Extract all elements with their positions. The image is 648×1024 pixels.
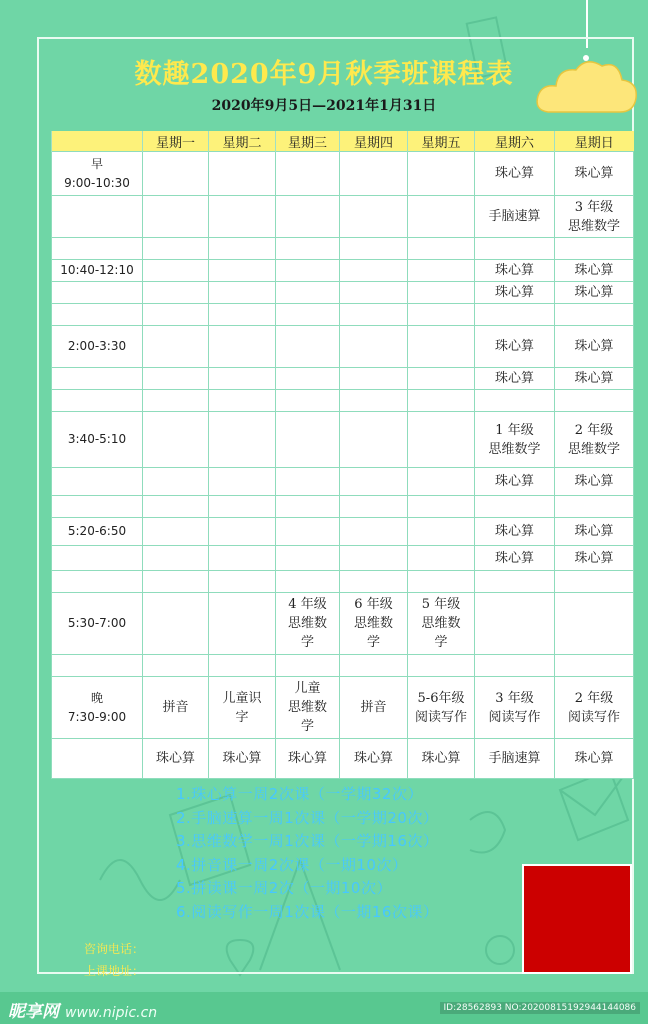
header-cell: 星期五 [408, 131, 475, 152]
time-cell [52, 546, 143, 571]
time-cell [52, 655, 143, 677]
time-cell [52, 739, 143, 779]
time-cell: 10:40-12:10 [52, 260, 143, 282]
course-cell [340, 468, 408, 496]
table-row [52, 260, 634, 282]
course-cell [143, 368, 209, 390]
course-cell: 4 年级 思维数 学 [276, 593, 340, 655]
time-cell [52, 282, 143, 304]
course-cell: 珠心算 [555, 260, 634, 282]
course-cell [209, 412, 276, 468]
course-cell [340, 368, 408, 390]
course-cell [209, 304, 276, 326]
course-cell [143, 196, 209, 238]
course-cell [143, 546, 209, 571]
course-cell [340, 496, 408, 518]
course-cell: 珠心算 [143, 739, 209, 779]
course-cell [209, 496, 276, 518]
course-cell [276, 468, 340, 496]
qr-code-placeholder [522, 864, 632, 974]
header-cell: 星期日 [555, 131, 634, 152]
course-cell [143, 496, 209, 518]
course-cell [276, 304, 340, 326]
course-cell: 珠心算 [340, 739, 408, 779]
table-row [52, 518, 634, 546]
course-cell [408, 412, 475, 468]
course-cell [209, 326, 276, 368]
header-cell: 星期三 [276, 131, 340, 152]
course-cell [555, 304, 634, 326]
course-cell [143, 571, 209, 593]
course-cell: 珠心算 [408, 739, 475, 779]
watermark-logo [8, 997, 157, 1022]
course-cell [408, 196, 475, 238]
course-cell [408, 390, 475, 412]
table-row [52, 390, 634, 412]
course-cell [143, 655, 209, 677]
course-cell [340, 546, 408, 571]
table-row [52, 593, 634, 655]
table-row [52, 196, 634, 238]
course-cell [475, 496, 555, 518]
course-cell [475, 593, 555, 655]
table-row [52, 368, 634, 390]
course-cell [276, 196, 340, 238]
phone-label: 咨询电话： [84, 942, 145, 956]
course-cell: 3 年级 思维数学 [555, 196, 634, 238]
course-cell [340, 260, 408, 282]
course-cell [408, 496, 475, 518]
time-cell [52, 468, 143, 496]
schedule-table [51, 131, 634, 779]
course-cell [408, 571, 475, 593]
course-cell [340, 518, 408, 546]
course-cell: 2 年级 阅读写作 [555, 677, 634, 739]
table-row [52, 152, 634, 196]
course-cell [340, 571, 408, 593]
time-cell: 5:20-6:50 [52, 518, 143, 546]
course-cell [408, 260, 475, 282]
time-cell: 晚 7:30-9:00 [52, 677, 143, 739]
course-cell [143, 326, 209, 368]
watermark-id: ID:28562893 NO:20200815192944144086 [440, 1002, 641, 1014]
course-cell: 5-6年级 阅读写作 [408, 677, 475, 739]
table-row [52, 238, 634, 260]
course-cell [408, 152, 475, 196]
course-cell [276, 655, 340, 677]
table-row [52, 282, 634, 304]
course-cell [209, 152, 276, 196]
table-row [52, 412, 634, 468]
course-cell [143, 468, 209, 496]
course-cell [408, 546, 475, 571]
note-line: 3.思维数学一周1次课（一学期16次） [176, 832, 439, 850]
course-cell [209, 655, 276, 677]
course-cell [276, 260, 340, 282]
course-cell [340, 238, 408, 260]
table-row [52, 655, 634, 677]
course-cell [143, 412, 209, 468]
course-cell [143, 593, 209, 655]
page-title: 数趣2020年9月秋季班课程表 [134, 59, 514, 90]
table-row [52, 546, 634, 571]
course-cell [276, 412, 340, 468]
course-cell [475, 571, 555, 593]
course-cell [475, 655, 555, 677]
course-cell [143, 238, 209, 260]
header-cell: 星期二 [209, 131, 276, 152]
course-cell: 儿童识 字 [209, 677, 276, 739]
course-cell [408, 326, 475, 368]
course-cell: 2 年级 思维数学 [555, 412, 634, 468]
course-cell [555, 655, 634, 677]
course-cell: 珠心算 [555, 368, 634, 390]
course-cell: 珠心算 [555, 546, 634, 571]
header-cell: 星期六 [475, 131, 555, 152]
note-line: 2.手脑速算一周1次课（一学期20次） [176, 808, 439, 827]
date-range: 2020年9月5日—2021年1月31日 [211, 98, 437, 114]
course-cell [475, 238, 555, 260]
course-cell [555, 571, 634, 593]
course-cell: 手脑速算 [475, 739, 555, 779]
course-cell: 珠心算 [555, 282, 634, 304]
watermark-bar [0, 992, 648, 1024]
course-cell: 珠心算 [475, 518, 555, 546]
course-cell [209, 571, 276, 593]
course-notes [176, 783, 438, 924]
time-cell: 2:00-3:30 [52, 326, 143, 368]
table-row [52, 326, 634, 368]
course-cell [340, 655, 408, 677]
course-cell: 珠心算 [555, 152, 634, 196]
course-cell [340, 196, 408, 238]
note-line: 6.阅读写作一周1次课（一期16次课） [176, 902, 439, 921]
course-cell: 珠心算 [555, 518, 634, 546]
address-label: 上课地址： [84, 964, 145, 978]
course-cell: 珠心算 [475, 326, 555, 368]
time-cell [52, 304, 143, 326]
note-line: 4.拼音课一周2次课（一期10次） [176, 855, 408, 874]
course-cell [276, 282, 340, 304]
watermark-logo-text: 昵享网 [8, 1002, 59, 1022]
header-cell: 星期四 [340, 131, 408, 152]
course-cell: 儿童 思维数 学 [276, 677, 340, 739]
course-cell [276, 326, 340, 368]
table-row [52, 468, 634, 496]
course-cell [143, 282, 209, 304]
course-cell [209, 238, 276, 260]
course-cell [276, 496, 340, 518]
course-cell: 手脑速算 [475, 196, 555, 238]
course-cell: 6 年级 思维数 学 [340, 593, 408, 655]
course-cell [276, 518, 340, 546]
course-cell [143, 390, 209, 412]
header-cell: 星期一 [143, 131, 209, 152]
schedule-header-row [52, 131, 634, 152]
course-cell [340, 282, 408, 304]
course-cell: 珠心算 [555, 739, 634, 779]
watermark-url: www.nipic.cn [65, 1005, 158, 1021]
time-cell: 早 9:00-10:30 [52, 152, 143, 196]
course-cell [209, 546, 276, 571]
course-cell [408, 368, 475, 390]
course-cell: 珠心算 [475, 368, 555, 390]
course-cell: 珠心算 [475, 152, 555, 196]
course-cell [209, 282, 276, 304]
course-cell: 1 年级 思维数学 [475, 412, 555, 468]
table-row [52, 571, 634, 593]
course-cell: 拼音 [340, 677, 408, 739]
course-cell [475, 304, 555, 326]
header-cell [52, 131, 143, 152]
time-cell [52, 238, 143, 260]
course-cell: 3 年级 阅读写作 [475, 677, 555, 739]
course-cell: 珠心算 [475, 260, 555, 282]
course-cell [209, 260, 276, 282]
table-row [52, 304, 634, 326]
time-cell [52, 571, 143, 593]
course-cell: 珠心算 [475, 282, 555, 304]
course-cell [475, 390, 555, 412]
course-cell [209, 468, 276, 496]
course-cell: 珠心算 [209, 739, 276, 779]
course-cell [340, 152, 408, 196]
course-cell [408, 468, 475, 496]
time-cell: 3:40-5:10 [52, 412, 143, 468]
note-line: 5.拼读课一周2次（一期10次） [176, 879, 392, 897]
course-cell [340, 304, 408, 326]
course-cell: 拼音 [143, 677, 209, 739]
course-cell [143, 518, 209, 546]
course-cell [143, 152, 209, 196]
course-cell [209, 368, 276, 390]
time-cell [52, 496, 143, 518]
course-cell: 珠心算 [555, 326, 634, 368]
course-cell [209, 518, 276, 546]
table-row [52, 739, 634, 779]
time-cell [52, 390, 143, 412]
course-cell [143, 304, 209, 326]
course-cell [408, 304, 475, 326]
note-line: 1.珠心算一周2次课（一学期32次） [176, 785, 423, 803]
course-cell [276, 546, 340, 571]
time-cell [52, 196, 143, 238]
table-row [52, 496, 634, 518]
course-cell [276, 390, 340, 412]
course-cell [209, 196, 276, 238]
course-cell: 珠心算 [555, 468, 634, 496]
course-cell [276, 152, 340, 196]
course-cell [340, 390, 408, 412]
course-cell [143, 260, 209, 282]
course-cell [340, 326, 408, 368]
course-cell [555, 390, 634, 412]
course-cell [209, 390, 276, 412]
course-cell [276, 571, 340, 593]
course-cell [555, 593, 634, 655]
course-cell [408, 518, 475, 546]
course-cell [408, 655, 475, 677]
course-cell [276, 368, 340, 390]
course-cell: 珠心算 [475, 468, 555, 496]
course-cell [340, 412, 408, 468]
course-cell [276, 238, 340, 260]
course-cell: 珠心算 [475, 546, 555, 571]
contact-info [84, 938, 144, 982]
table-row [52, 677, 634, 739]
course-cell [209, 593, 276, 655]
course-cell [555, 496, 634, 518]
course-cell [555, 238, 634, 260]
time-cell: 5:30-7:00 [52, 593, 143, 655]
course-cell [408, 282, 475, 304]
course-cell: 5 年级 思维数 学 [408, 593, 475, 655]
course-cell: 珠心算 [276, 739, 340, 779]
course-cell [408, 238, 475, 260]
time-cell [52, 368, 143, 390]
